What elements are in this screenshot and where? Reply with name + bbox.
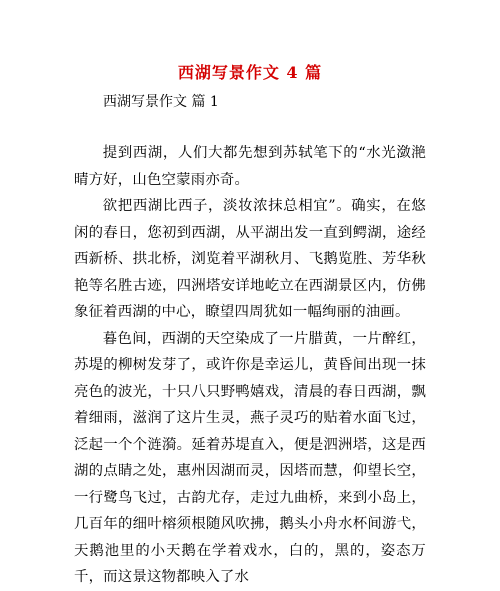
paragraph-1: 提到西湖，人们大都先想到苏轼笔下的“水光潋滟晴方好，山色空蒙雨亦奇。: [74, 145, 426, 188]
document-body: [74, 140, 426, 591]
section-heading: 西湖写景作文 篇 1: [103, 94, 219, 110]
paragraph-2: 欲把西湖比西子，淡妆浓抹总相宜”。确实，在悠闲的春日，您初到西湖，从平湖出发一直到鳄湖，途经西新桥、拱北桥，浏览着平湖秋月、飞鹅览胜、芳华秋艳等名胜古迹，四洲塔安详地屹立在西湖景区内，仿佛象征着西湖的中心，瞭望四周犹如一幅绚丽的油画。: [74, 198, 426, 320]
paragraph-3: 暮色间，西湖的天空染成了一片腊黄，一片醉红，苏堤的柳树发芽了，或许你是幸运儿，黄昏间出现一抹亮色的波光，十只八只野鸭嬉戏，清晨的春日西湖，飘着细雨，滋润了这片生灵，燕子灵巧的贴着水面飞过，泛起一个个涟漪。延着苏堤直入，便是泗洲塔，这是西湖的点睛之处，惠州因湖而灵，因塔而慧，仰望长空，一行鹭鸟飞过，古韵尤存，走过九曲桥，来到小岛上，几百年的细叶榕须根随风吹拂，鹅头小舟水杯间游弋，天鹅池里的小天鹅在学着戏水，白的，黑的，姿态万千，而这景这物都映入了水: [74, 330, 426, 585]
document-title: 西湖写景作文 4 篇: [177, 63, 323, 82]
